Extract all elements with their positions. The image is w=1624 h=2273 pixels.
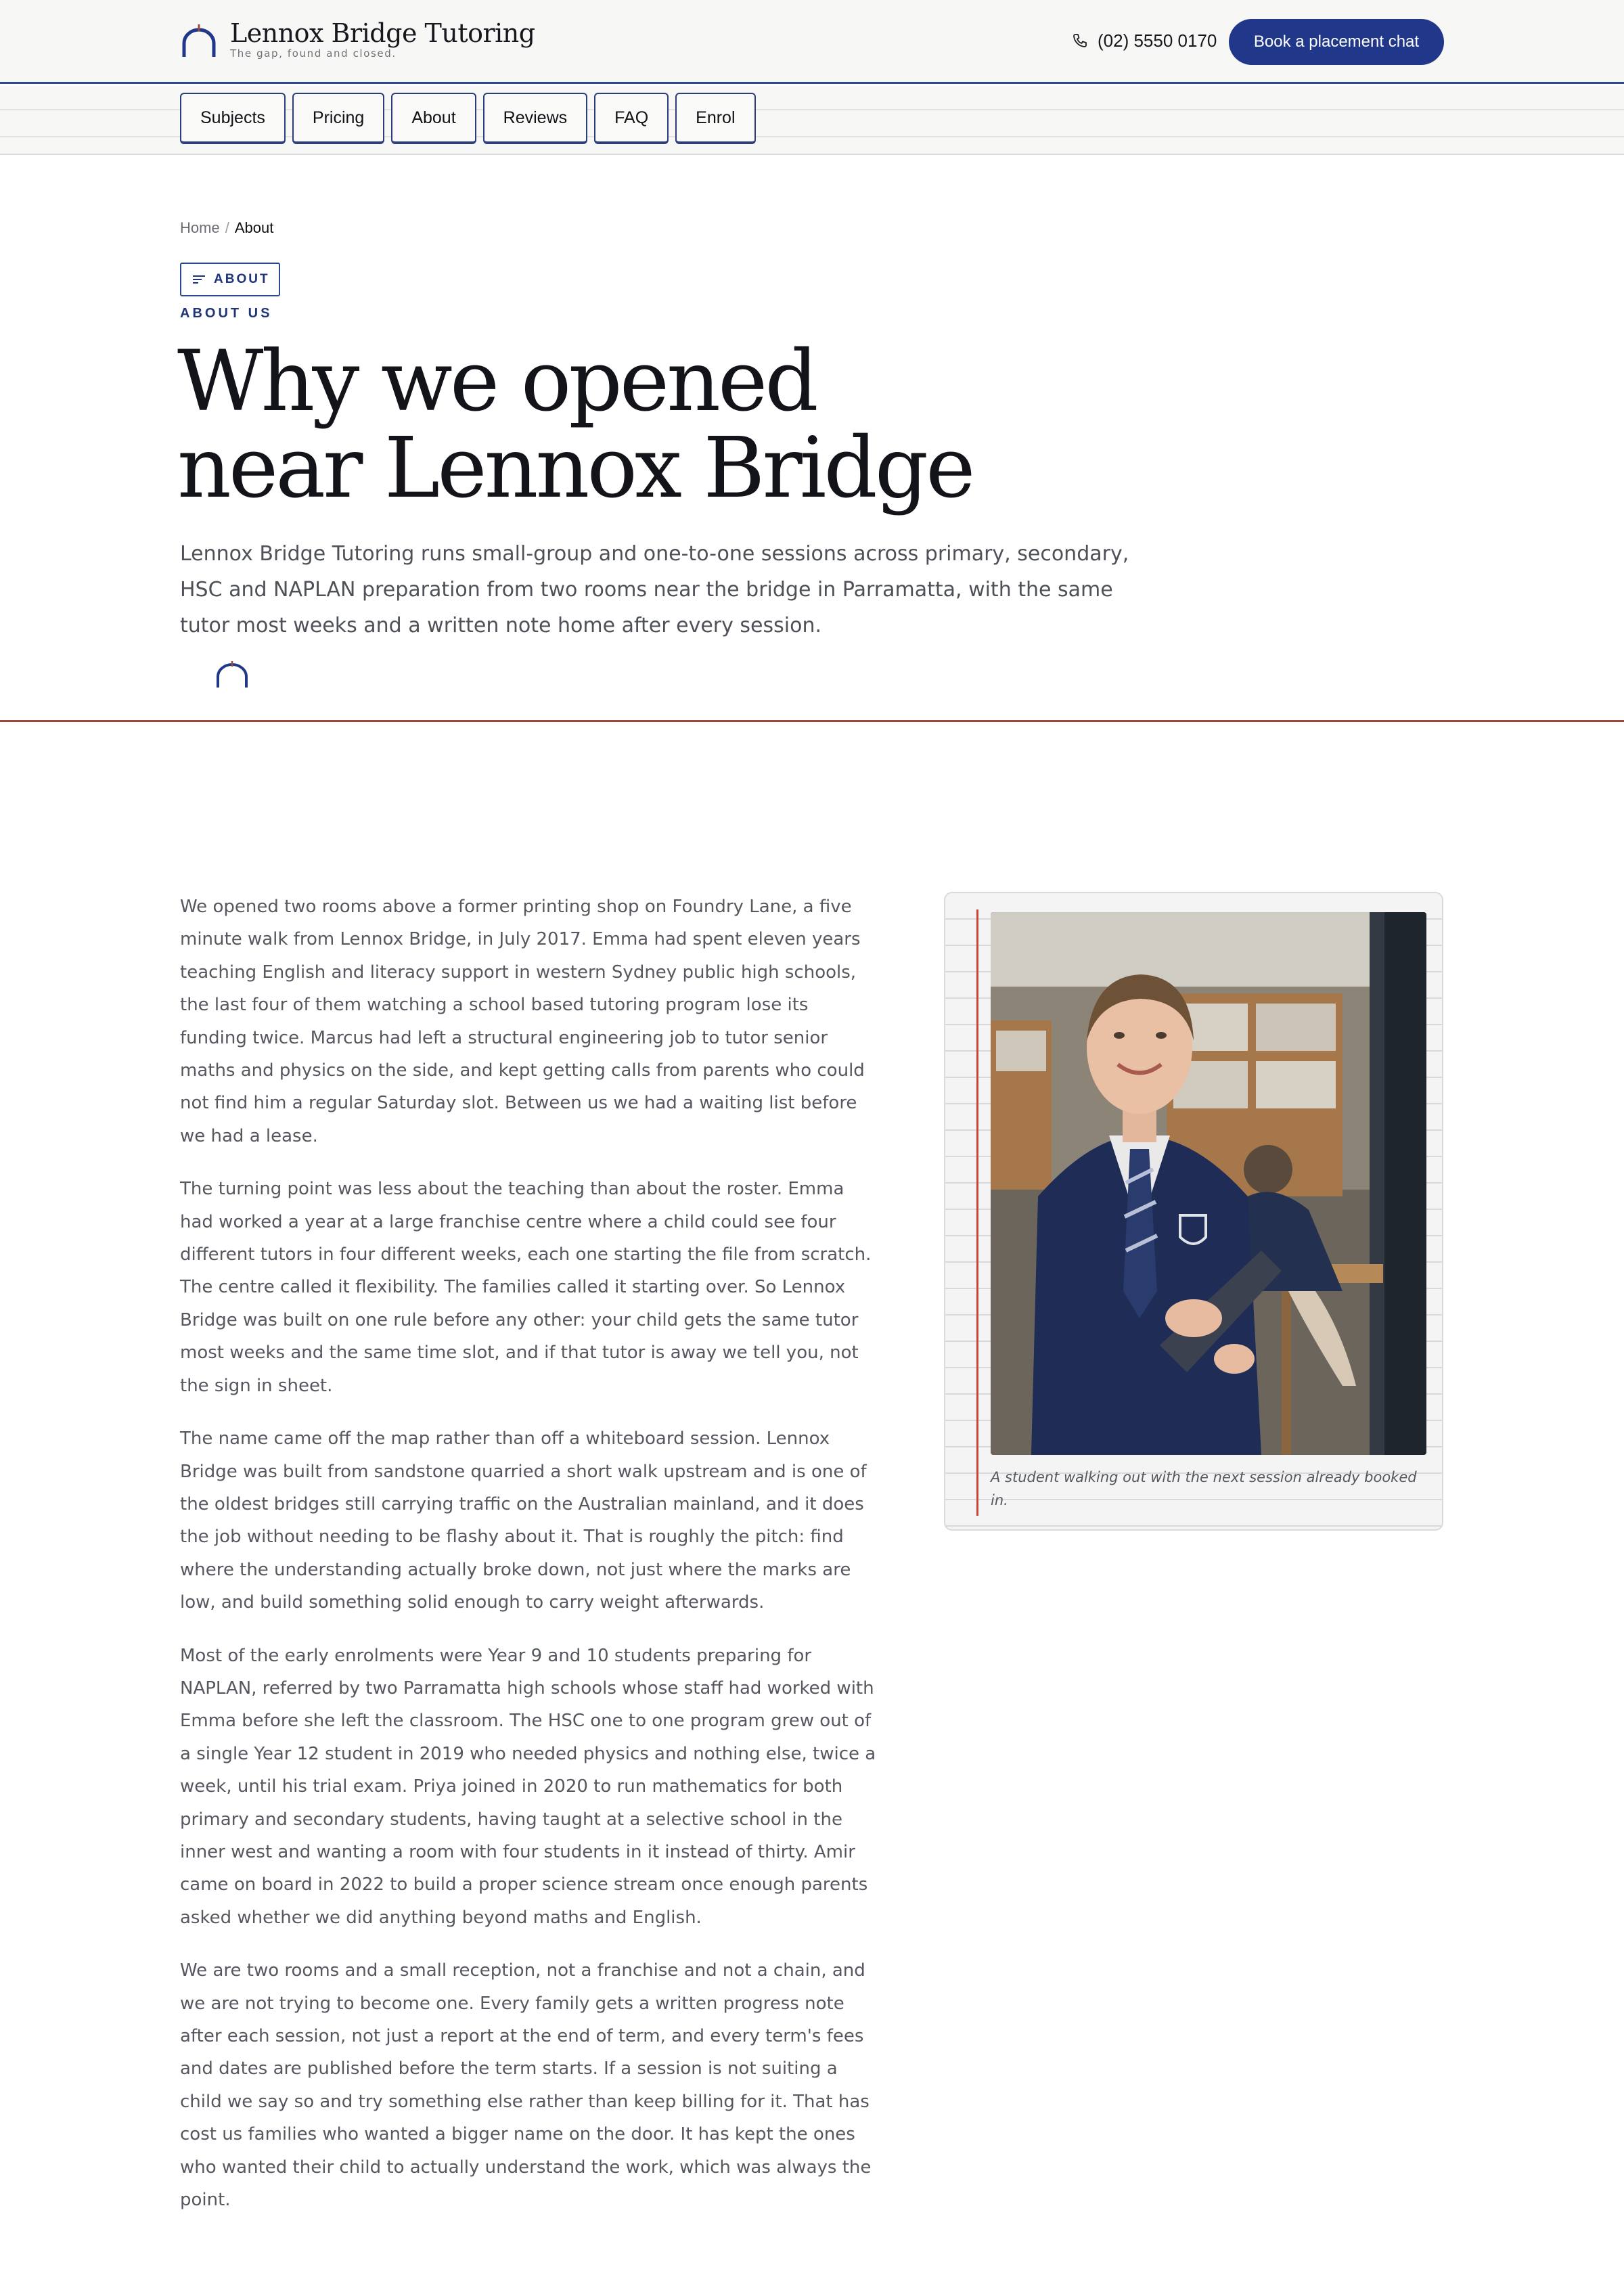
phone-number: (02) 5550 0170	[1098, 30, 1217, 51]
article-paragraph: The turning point was less about the teaching than about the roster. Emma had worked a year at a large franchise centre where a child could see four different tutors in four different weeks, each one starting the file from scratch. The centre called it flexibility. The families called it starting over. So Lennox Bridge was built on one rule before any other: your child gets the same tutor most weeks and the same time slot, and if that tutor is away we tell you, not the sign in sheet.	[180, 1179, 872, 1396]
notebook-margin-line	[976, 909, 978, 1516]
article-paragraph: The name came off the map rather than off a whiteboard session. Lennox Bridge was built from sandstone quarried a short walk upstream and is one of the oldest bridges still carrying traffic on the Australian mainland, and it does the job without needing to be flashy about it. That is roughly the pitch: find where the understanding actually broke down, not just where the marks are low, and build something solid enough to carry weight afterwards.	[180, 1428, 867, 1613]
page-title-line-2: near Lennox Bridge	[177, 420, 973, 517]
site-header	[0, 0, 1624, 84]
brand-name: Lennox Bridge Tutoring	[230, 18, 535, 48]
article-paragraph: Most of the early enrolments were Year 9 and 10 students preparing for NAPLAN, referred by two Parramatta high schools whose staff had worked with Emma before she left the classroom. The HSC one to one program grew out of a single Year 12 student in 2019 who needed physics and nothing else, twice a week, until his trial exam. Priya joined in 2020 to run mathematics for both primary and secondary students, having taught at a selective school in the inner west and wanting a room with four students in it instead of thirty. Amir came on board in 2022 to build a proper science stream once enough parents asked whether we did anything beyond maths and English.	[180, 1645, 876, 1928]
photo-caption: A student walking out with the next session already booked in.	[991, 1469, 1417, 1508]
about-article	[180, 891, 880, 2236]
article-paragraph: We opened two rooms above a former printing shop on Foundry Lane, a five minute walk from Lennox Bridge, in July 2017. Emma had spent eleven years teaching English and literacy support in western Sydney public high schools, the last four of them watching a school based tutoring program lose its funding twice. Marcus had left a structural engineering job to tutor senior maths and physics on the side, and kept getting calls from parents who could not find him a regular Saturday slot. Between us we had a waiting list before we had a lease.	[180, 897, 865, 1146]
nav-item-reviews[interactable]: Reviews	[483, 93, 587, 144]
breadcrumb-home-link[interactable]: Home	[180, 219, 220, 236]
list-lines-icon	[192, 274, 206, 285]
book-placement-chat-button[interactable]: Book a placement chat	[1229, 19, 1444, 65]
breadcrumb-separator: /	[225, 219, 229, 236]
nav-item-enrol[interactable]: Enrol	[675, 93, 755, 144]
nav-item-about[interactable]: About	[391, 93, 476, 144]
section-divider	[0, 720, 1624, 722]
eyebrow-label: ABOUT US	[180, 306, 273, 321]
page-title-line-1: Why we opened	[177, 333, 816, 430]
breadcrumb	[180, 219, 273, 237]
page-title	[177, 333, 1192, 517]
nav-item-faq[interactable]: FAQ	[594, 93, 669, 144]
bridge-arch-icon	[180, 23, 218, 61]
student-photo-card	[944, 892, 1443, 1531]
section-chip-label: ABOUT	[214, 272, 270, 286]
phone-icon	[1072, 32, 1088, 49]
section-chip	[180, 263, 280, 296]
nav-item-subjects[interactable]: Subjects	[180, 93, 286, 144]
hero-lede: Lennox Bridge Tutoring runs small-group and one-to-one sessions across primary, secondary, HSC and NAPLAN preparation from two rooms near the bridge in Parramatta, with the same tutor most weeks and a written note home after every session.	[180, 542, 1129, 637]
breadcrumb-current: About	[234, 219, 274, 236]
brand-tagline: The gap, found and closed.	[230, 47, 397, 60]
brand-logo-link[interactable]	[180, 18, 535, 65]
article-paragraph: We are two rooms and a small reception, not a franchise and not a chain, and we are not trying to become one. Every family gets a written progress note after each session, not just a report at the end of term, and every term's fees and dates are published before the term starts. If a session is not suiting a child we say so and try something else rather than keep billing for it. That has cost us families who wanted a bigger name on the door. It has kept the ones who wanted their child to actually understand the work, which was always the point.	[180, 1960, 872, 2211]
main-nav	[0, 86, 1624, 155]
phone-link[interactable]	[1072, 27, 1217, 54]
student-photo	[991, 912, 1426, 1455]
nav-item-pricing[interactable]: Pricing	[292, 93, 384, 144]
bridge-arch-icon	[215, 660, 249, 689]
